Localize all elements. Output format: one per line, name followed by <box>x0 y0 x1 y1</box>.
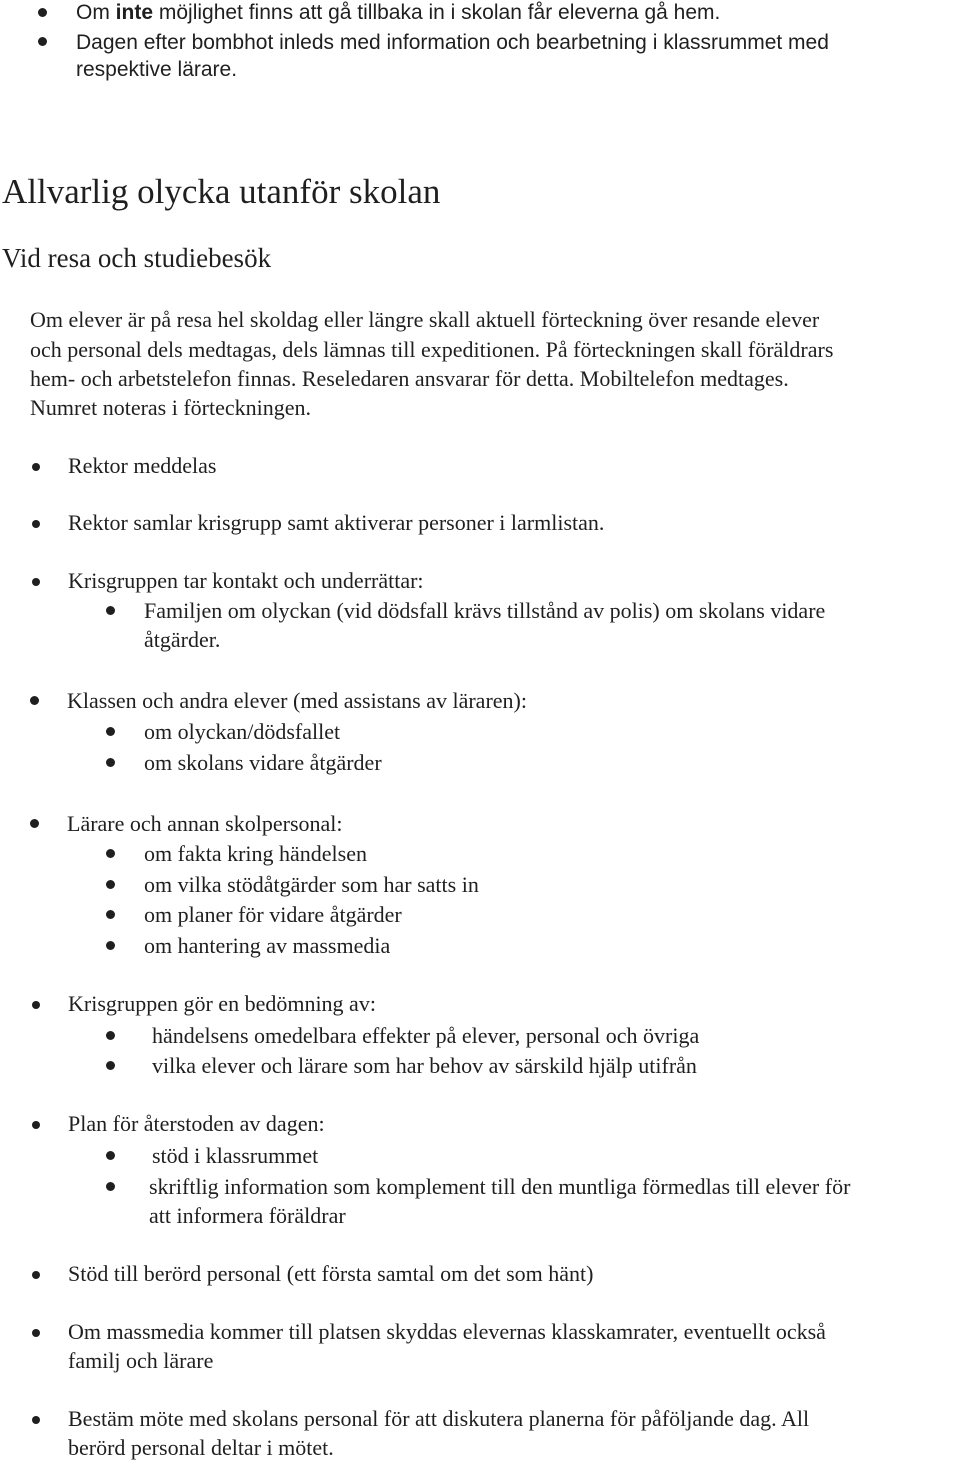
bullet-icon <box>106 606 115 615</box>
item-rektor-samlar: Rektor samlar krisgrupp samt aktiverar personer i larmlistan. <box>68 510 605 535</box>
bullet-icon <box>106 910 115 919</box>
bullet-icon <box>32 1001 40 1009</box>
top-bullet-2-line2: respektive lärare. <box>76 58 238 81</box>
item-plan: Plan för återstoden av dagen: <box>68 1111 325 1136</box>
sub-larare-1: om fakta kring händelsen <box>144 841 367 866</box>
bullet-icon <box>30 696 39 705</box>
sub-plan-1: stöd i klassrummet <box>152 1143 319 1168</box>
item-massmedia-line1: Om massmedia kommer till platsen skyddas elevernas klasskamrater, eventuellt också <box>68 1319 826 1344</box>
sub-larare-4: om hantering av massmedia <box>144 933 391 958</box>
bullet-icon <box>32 578 40 586</box>
bullet-icon <box>106 1061 115 1070</box>
bullet-icon <box>38 37 47 46</box>
sub-bedomning-1: händelsens omedelbara effekter på elever, personal och övriga <box>152 1023 700 1048</box>
sub-bedomning-2: vilka elever och lärare som har behov av särskild hjälp utifrån <box>152 1053 697 1078</box>
bullet-icon <box>106 880 115 889</box>
bullet-icon <box>38 8 47 17</box>
top-bullet-1-suffix: möjlighet finns att gå tillbaka in i skolan får eleverna gå hem. <box>153 1 721 24</box>
item-krisgruppen-kontakt: Krisgruppen tar kontakt och underrättar: <box>68 568 424 593</box>
paragraph-line-1: Om elever är på resa hel skoldag eller längre skall aktuell förteckning över resande elever <box>30 307 820 332</box>
top-bullet-2-line1: Dagen efter bombhot inleds med information och bearbetning i klassrummet med <box>76 31 829 54</box>
top-bullet-1-bold: inte <box>115 1 154 24</box>
item-mote-line2: berörd personal deltar i mötet. <box>68 1435 334 1460</box>
bullet-icon <box>106 849 115 858</box>
item-rektor-meddelas: Rektor meddelas <box>68 453 217 478</box>
page-title: Allvarlig olycka utanför skolan <box>2 172 441 211</box>
bullet-icon <box>32 1121 40 1129</box>
bullet-icon <box>106 758 115 767</box>
sub-larare-3: om planer för vidare åtgärder <box>144 902 402 927</box>
item-stod: Stöd till berörd personal (ett första samtal om det som hänt) <box>68 1261 594 1286</box>
bullet-icon <box>106 1151 115 1160</box>
bullet-icon <box>32 1271 40 1279</box>
bullet-icon <box>106 1031 115 1040</box>
bullet-icon <box>32 520 40 528</box>
item-massmedia-line2: familj och lärare <box>68 1348 214 1373</box>
section-subtitle: Vid resa och studiebesök <box>2 243 272 273</box>
sub-klassen-1: om olyckan/dödsfallet <box>144 719 341 744</box>
bullet-icon <box>106 727 115 736</box>
paragraph-line-4: Numret noteras i förteckningen. <box>30 395 312 420</box>
bullet-icon <box>32 1416 40 1424</box>
bullet-icon <box>32 463 40 471</box>
item-klassen: Klassen och andra elever (med assistans av läraren): <box>67 688 527 713</box>
bullet-icon <box>106 941 115 950</box>
item-mote-line1: Bestäm möte med skolans personal för att diskutera planerna för påföljande dag. All <box>68 1406 810 1431</box>
top-bullet-1 <box>76 0 720 27</box>
top-bullet-1-prefix: Om <box>76 1 116 24</box>
sub-klassen-2: om skolans vidare åtgärder <box>144 750 382 775</box>
sub-familjen-line1: Familjen om olyckan (vid dödsfall krävs tillstånd av polis) om skolans vidare <box>144 598 826 623</box>
sub-larare-2: om vilka stödåtgärder som har satts in <box>144 872 479 897</box>
item-bedomning: Krisgruppen gör en bedömning av: <box>68 991 376 1016</box>
sub-plan-2-line1: skriftlig information som komplement till den muntliga förmedlas till elever för <box>149 1174 851 1199</box>
item-larare: Lärare och annan skolpersonal: <box>67 811 343 836</box>
bullet-icon <box>32 1329 40 1337</box>
paragraph-line-3: hem- och arbetstelefon finnas. Reseledaren ansvarar för detta. Mobiltelefon medtages. <box>30 366 789 391</box>
sub-familjen-line2: åtgärder. <box>144 627 221 652</box>
sub-plan-2-line2: att informera föräldrar <box>149 1203 346 1228</box>
bullet-icon <box>30 819 39 828</box>
bullet-icon <box>106 1182 115 1191</box>
paragraph-line-2: och personal dels medtagas, dels lämnas till expeditionen. På förteckningen skall föräldrars <box>30 337 834 362</box>
